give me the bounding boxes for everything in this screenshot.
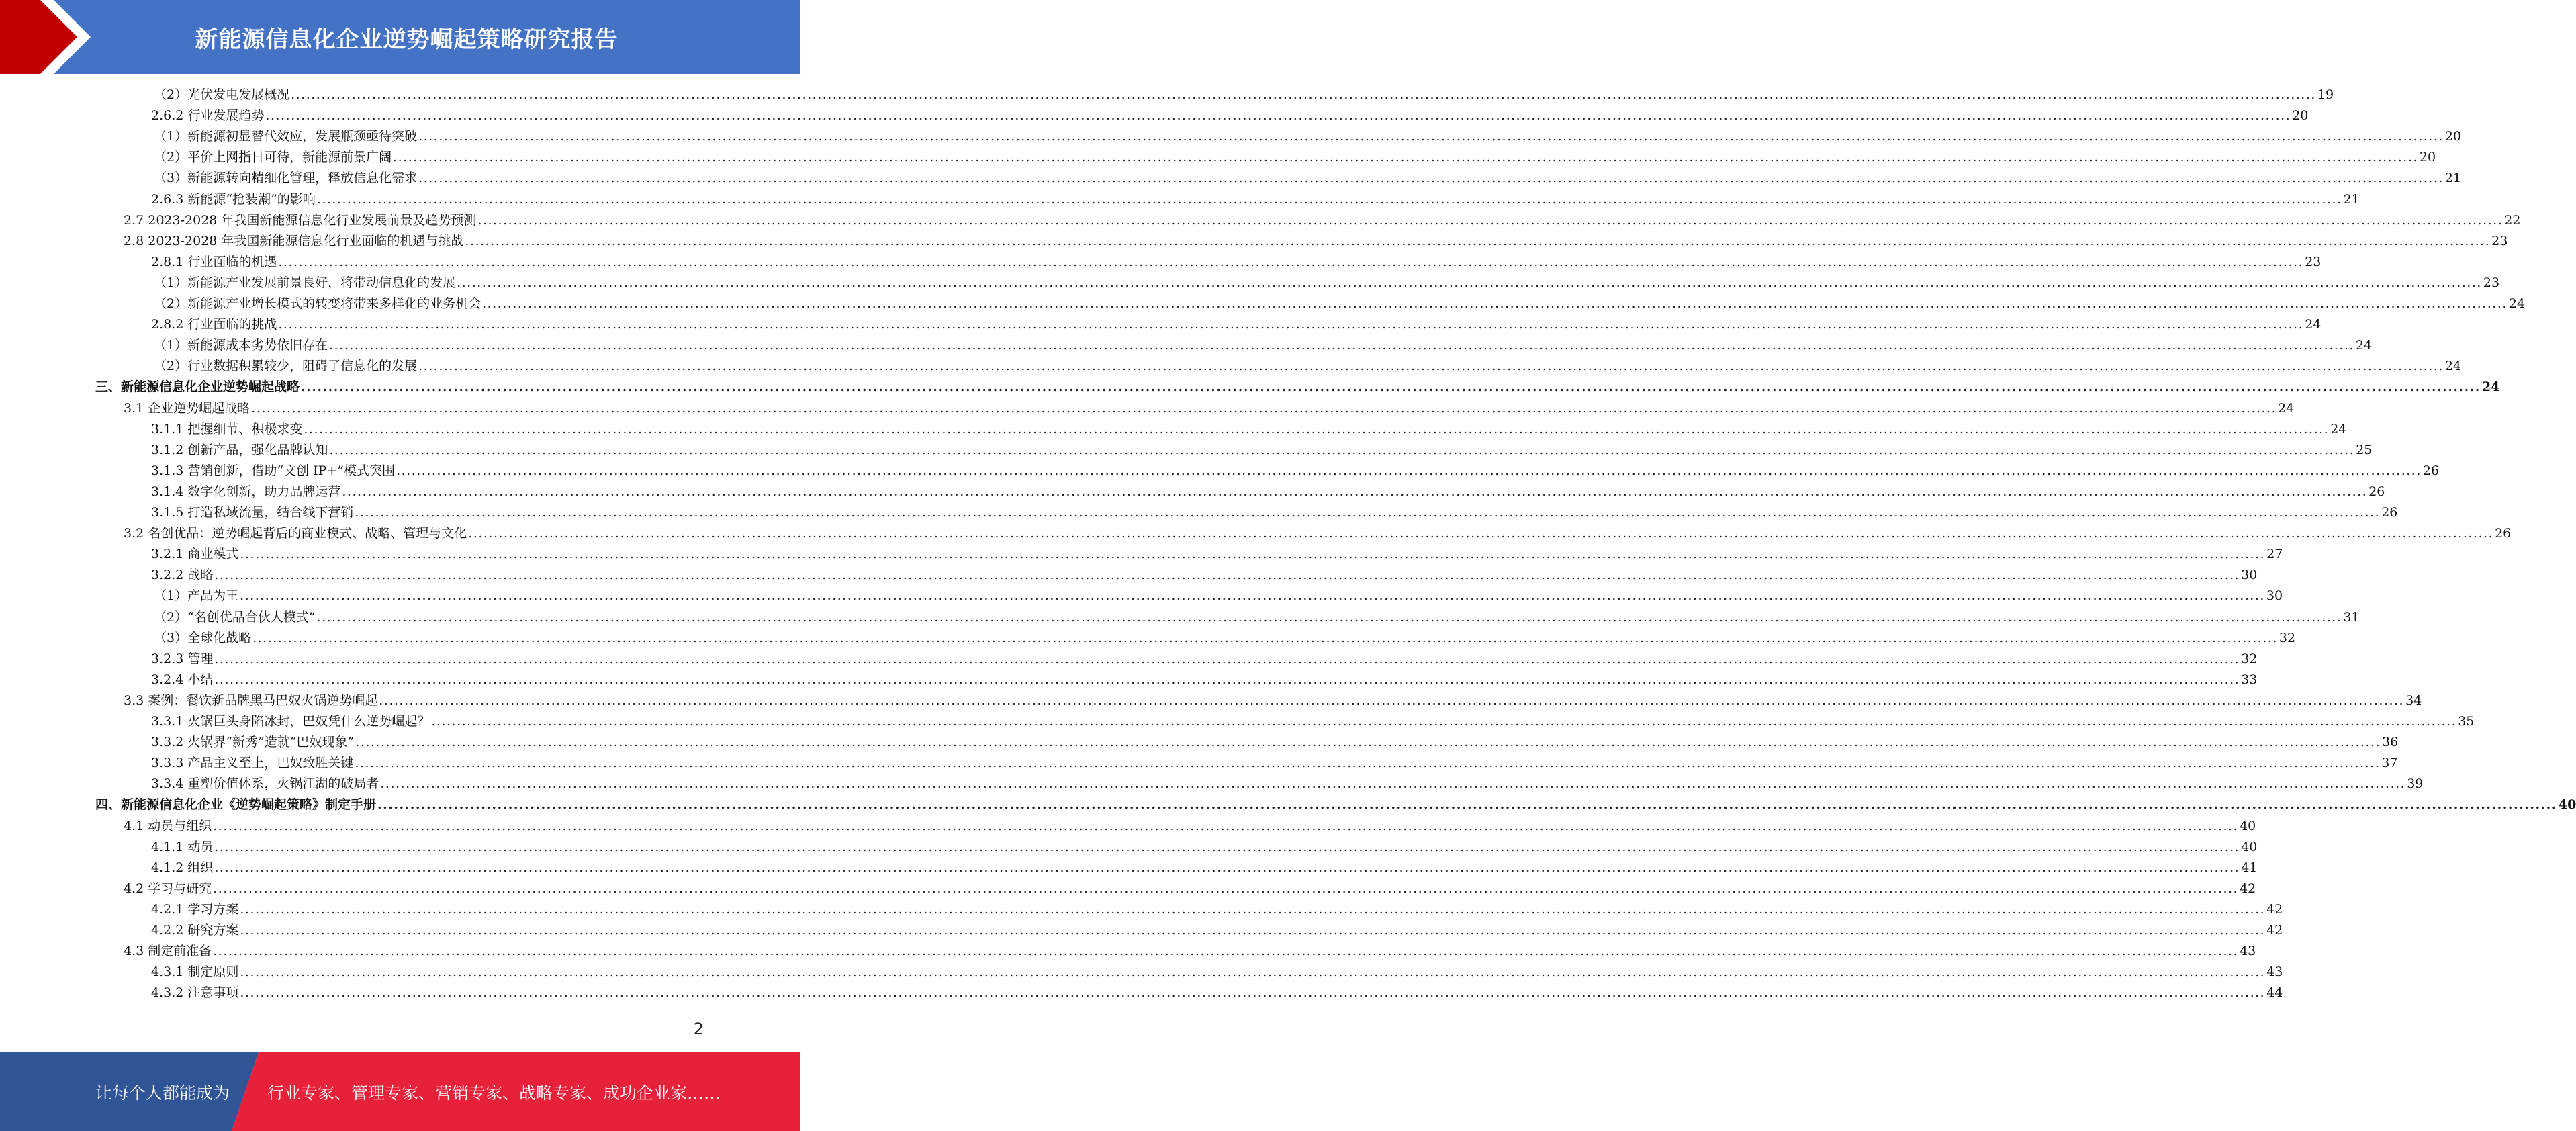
toc-entry-page: 22 <box>2504 212 2521 228</box>
toc-entry[interactable] <box>124 210 2521 231</box>
toc-entry-label: 3.2 名创优品：逆势崛起背后的商业模式、战略、管理与文化 <box>124 526 467 541</box>
toc-leader-dots: ................................................................................................................................................................................................................................................................................................................................................................................................................ <box>214 672 2240 687</box>
toc-entry-label: 3.1 企业逆势崛起战略 <box>124 400 250 416</box>
toc-entry-label: 3.3.3 产品主义至上，巴奴致胜关键 <box>151 756 354 771</box>
toc-entry-label: 3.1.4 数字化创新，助力品牌运营 <box>151 484 341 499</box>
toc-entry-label: （2）平价上网指日可待，新能源前景广阔 <box>154 150 392 165</box>
toc-leader-dots: ................................................................................................................................................................................................................................................................................................................................................................................................................ <box>214 651 2240 666</box>
toc-entry-page: 27 <box>2266 547 2283 562</box>
toc-entry-label: 4.3.1 制定原则 <box>151 964 239 980</box>
toc-leader-dots: ................................................................................................................................................................................................................................................................................................................................................................................................................ <box>213 818 2239 833</box>
toc-entry-page: 19 <box>2317 87 2334 102</box>
toc-entry-page: 42 <box>2240 880 2256 896</box>
toc-leader-dots: ................................................................................................................................................................................................................................................................................................................................................................................................................ <box>213 944 2239 959</box>
toc-entry[interactable] <box>151 502 2398 523</box>
toc-entry[interactable] <box>151 544 2283 565</box>
toc-entry[interactable] <box>154 607 2360 628</box>
toc-leader-dots: ................................................................................................................................................................................................................................................................................................................................................................................................................ <box>291 87 2316 102</box>
toc-leader-dots: ................................................................................................................................................................................................................................................................................................................................................................................................................ <box>329 442 2355 457</box>
toc-entry-page: 39 <box>2407 776 2424 792</box>
toc-leader-dots: ................................................................................................................................................................................................................................................................................................................................................................................................................ <box>214 839 2240 854</box>
toc-entry[interactable] <box>151 858 2258 878</box>
toc-entry[interactable] <box>124 941 2256 962</box>
toc-leader-dots: ................................................................................................................................................................................................................................................................................................................................................................................................................ <box>431 714 2457 729</box>
toc-entry-label: 3.3.4 重塑价值体系，火锅江湖的破局者 <box>151 776 379 792</box>
toc-entry-label: （3）新能源转向精细化管理，释放信息化需求 <box>154 171 418 186</box>
toc-entry[interactable] <box>95 377 2500 398</box>
page-header <box>0 0 800 74</box>
toc-entry-page: 43 <box>2240 944 2256 959</box>
toc-leader-dots: ................................................................................................................................................................................................................................................................................................................................................................................................................ <box>240 923 2266 938</box>
toc-entry-label: （2）行业数据积累较少，阻碍了信息化的发展 <box>154 359 418 374</box>
toc-leader-dots: ................................................................................................................................................................................................................................................................................................................................................................................................................ <box>251 400 2277 416</box>
toc-entry-label: 2.6.2 行业发展趋势 <box>151 108 265 124</box>
toc-entry-label: （2）新能源产业增长模式的转变将带来多样化的业务机会 <box>154 296 481 311</box>
toc-entry-label: （1）新能源成本劣势依旧存在 <box>154 338 328 353</box>
toc-entry-label: 4.2.1 学习方案 <box>151 901 239 917</box>
toc-entry[interactable] <box>151 252 2321 273</box>
toc-entry[interactable] <box>124 690 2422 711</box>
toc-leader-dots: ................................................................................................................................................................................................................................................................................................................................................................................................................ <box>265 108 2291 124</box>
toc-leader-dots: ................................................................................................................................................................................................................................................................................................................................................................................................................ <box>240 588 2265 604</box>
toc-entry[interactable] <box>151 711 2475 732</box>
toc-entry-label: 4.1.1 动员 <box>151 839 214 854</box>
toc-entry[interactable] <box>154 147 2436 168</box>
toc-entry-page: 43 <box>2266 964 2283 980</box>
toc-leader-dots: ................................................................................................................................................................................................................................................................................................................................................................................................................ <box>355 756 2381 771</box>
toc-entry[interactable] <box>151 774 2424 795</box>
toc-leader-dots: ................................................................................................................................................................................................................................................................................................................................................................................................................ <box>316 609 2342 625</box>
toc-leader-dots: ................................................................................................................................................................................................................................................................................................................................................................................................................ <box>301 379 2481 395</box>
toc-leader-dots: ................................................................................................................................................................................................................................................................................................................................................................................................................ <box>278 317 2304 332</box>
toc-entry-page: 24 <box>2481 379 2500 395</box>
toc-leader-dots: ................................................................................................................................................................................................................................................................................................................................................................................................................ <box>418 129 2444 144</box>
toc-leader-dots: ................................................................................................................................................................................................................................................................................................................................................................................................................ <box>214 568 2240 583</box>
toc-entry-label: （1）产品为王 <box>154 588 239 604</box>
toc-leader-dots: ................................................................................................................................................................................................................................................................................................................................................................................................................ <box>457 275 2482 290</box>
toc-entry-page: 26 <box>2422 463 2440 478</box>
toc-entry-label: 三、新能源信息化企业逆势崛起战略 <box>95 379 300 395</box>
toc-leader-dots: ................................................................................................................................................................................................................................................................................................................................................................................................................ <box>377 797 2557 813</box>
toc-entry-label: 3.2.1 商业模式 <box>151 547 239 562</box>
toc-leader-dots: ................................................................................................................................................................................................................................................................................................................................................................................................................ <box>240 985 2266 1001</box>
toc-leader-dots: ................................................................................................................................................................................................................................................................................................................................................................................................................ <box>342 484 2368 499</box>
toc-entry[interactable] <box>151 983 2283 1003</box>
toc-entry[interactable] <box>124 816 2256 837</box>
toc-entry-page: 30 <box>2266 588 2283 604</box>
toc-entry-page: 24 <box>2508 296 2526 311</box>
toc-entry-page: 21 <box>2343 191 2360 207</box>
toc-entry-page: 30 <box>2241 568 2258 583</box>
footer-slogan-left: 让每个人都能成为 <box>95 1083 230 1103</box>
toc-entry[interactable] <box>154 85 2334 105</box>
toc-entry[interactable] <box>151 482 2385 502</box>
toc-entry-label: 3.1.5 打造私域流量，结合线下营销 <box>151 505 354 520</box>
toc-entry-label: 2.8 2023-2028 年我国新能源信息化行业面临的机遇与挑战 <box>124 233 464 248</box>
toc-entry[interactable] <box>151 419 2347 440</box>
toc-entry[interactable] <box>154 293 2526 314</box>
toc-entry-label: 3.2.4 小结 <box>151 672 214 687</box>
toc-entry-label: 2.6.3 新能源“抢装潮”的影响 <box>151 191 316 207</box>
toc-entry[interactable] <box>124 878 2256 899</box>
toc-entry[interactable] <box>154 273 2500 293</box>
toc-entry-label: 3.3.2 火锅界“新秀”造就“巴奴现象” <box>151 735 355 750</box>
toc-entry-page: 44 <box>2266 985 2283 1001</box>
toc-leader-dots: ................................................................................................................................................................................................................................................................................................................................................................................................................ <box>329 338 2354 353</box>
toc-leader-dots: ................................................................................................................................................................................................................................................................................................................................................................................................................ <box>396 463 2422 478</box>
toc-entry-page: 26 <box>2495 526 2512 541</box>
toc-entry-label: 4.1 动员与组织 <box>124 818 212 833</box>
toc-leader-dots: ................................................................................................................................................................................................................................................................................................................................................................................................................ <box>214 860 2240 875</box>
toc-leader-dots: ................................................................................................................................................................................................................................................................................................................................................................................................................ <box>482 296 2508 311</box>
toc-entry[interactable] <box>124 398 2295 419</box>
toc-entry-page: 40 <box>2558 797 2576 813</box>
toc-entry-label: 3.1.2 创新产品，强化品牌认知 <box>151 442 328 457</box>
toc-entry-label: 四、新能源信息化企业《逆势崛起策略》制定手册 <box>95 797 377 813</box>
page-number: 2 <box>693 1020 704 1038</box>
toc-leader-dots: ................................................................................................................................................................................................................................................................................................................................................................................................................ <box>240 964 2266 980</box>
toc-entry-page: 24 <box>2355 338 2373 353</box>
toc-entry[interactable] <box>151 105 2309 126</box>
toc-leader-dots: ................................................................................................................................................................................................................................................................................................................................................................................................................ <box>240 547 2266 562</box>
toc-entry-label: 2.7 2023-2028 年我国新能源信息化行业发展前景及趋势预测 <box>124 212 477 228</box>
toc-entry-page: 21 <box>2444 171 2462 186</box>
toc-entry-page: 32 <box>2241 651 2258 666</box>
toc-entry[interactable] <box>154 168 2462 189</box>
toc-entry-page: 23 <box>2305 254 2321 269</box>
toc-entry-label: 2.8.1 行业面临的机遇 <box>151 254 277 269</box>
toc-entry-label: 3.1.1 把握细节、积极求变 <box>151 421 303 437</box>
toc-entry-label: 4.3.2 注意事项 <box>151 985 239 1001</box>
toc-entry-page: 20 <box>2292 108 2309 124</box>
toc-entry[interactable] <box>151 899 2283 920</box>
toc-entry-page: 34 <box>2405 692 2422 708</box>
toc-entry-page: 32 <box>2279 630 2296 645</box>
toc-entry[interactable] <box>151 440 2373 461</box>
toc-entry-label: 4.3 制定前准备 <box>124 944 212 959</box>
toc-entry-page: 24 <box>2330 421 2347 437</box>
toc-entry[interactable] <box>151 314 2321 335</box>
toc-entry-page: 20 <box>2419 150 2436 165</box>
toc-entry-label: 3.3 案例：餐饮新品牌黑马巴奴火锅逆势崛起 <box>124 692 378 708</box>
toc-entry[interactable] <box>151 837 2258 858</box>
toc-entry-page: 23 <box>2491 233 2508 248</box>
page-footer <box>0 1052 800 1131</box>
toc-entry[interactable] <box>151 670 2258 690</box>
toc-entry[interactable] <box>154 586 2283 606</box>
toc-entry-label: （2）“名创优品合伙人模式” <box>154 609 316 625</box>
toc-entry-page: 41 <box>2241 860 2258 875</box>
toc-leader-dots: ................................................................................................................................................................................................................................................................................................................................................................................................................ <box>380 776 2406 792</box>
toc-entry-page: 37 <box>2381 756 2398 771</box>
toc-entry-label: 3.2.3 管理 <box>151 651 214 666</box>
toc-entry[interactable] <box>151 461 2440 482</box>
toc-leader-dots: ................................................................................................................................................................................................................................................................................................................................................................................................................ <box>355 505 2381 520</box>
toc-leader-dots: ................................................................................................................................................................................................................................................................................................................................................................................................................ <box>477 212 2503 228</box>
toc-leader-dots: ................................................................................................................................................................................................................................................................................................................................................................................................................ <box>418 171 2444 186</box>
toc-entry-label: （3）全球化战略 <box>154 630 252 645</box>
toc-entry[interactable] <box>154 335 2373 356</box>
toc-entry-label: 3.3.1 火锅巨头身陷冰封，巴奴凭什么逆势崛起？ <box>151 714 430 729</box>
toc-entry[interactable] <box>124 231 2508 252</box>
footer-slogan-right: 行业专家、管理专家、营销专家、战略专家、成功企业家…… <box>267 1083 721 1103</box>
toc-leader-dots: ................................................................................................................................................................................................................................................................................................................................................................................................................ <box>418 359 2444 374</box>
toc-entry-page: 24 <box>2278 400 2295 416</box>
toc-entry-label: 4.2 学习与研究 <box>124 880 212 896</box>
toc-entry[interactable] <box>124 523 2512 544</box>
toc-leader-dots: ................................................................................................................................................................................................................................................................................................................................................................................................................ <box>213 880 2239 896</box>
toc-leader-dots: ................................................................................................................................................................................................................................................................................................................................................................................................................ <box>393 150 2418 165</box>
toc-entry-label: 3.2.2 战略 <box>151 568 214 583</box>
toc-entry-page: 40 <box>2241 839 2258 854</box>
toc-entry[interactable] <box>151 189 2360 210</box>
toc-entry-page: 25 <box>2356 442 2373 457</box>
toc-leader-dots: ................................................................................................................................................................................................................................................................................................................................................................................................................ <box>355 735 2381 750</box>
toc-entry[interactable] <box>154 126 2462 147</box>
toc-entry-page: 24 <box>2444 359 2462 374</box>
toc-leader-dots: ................................................................................................................................................................................................................................................................................................................................................................................................................ <box>252 630 2278 645</box>
toc-entry-page: 24 <box>2305 317 2321 332</box>
toc-entry[interactable] <box>151 920 2283 941</box>
toc-entry-label: （2）光伏发电发展概况 <box>154 87 290 102</box>
toc-entry[interactable] <box>151 565 2258 586</box>
toc-leader-dots: ................................................................................................................................................................................................................................................................................................................................................................................................................ <box>379 692 2405 708</box>
toc-entry-label: 2.8.2 行业面临的挑战 <box>151 317 277 332</box>
report-title: 新能源信息化企业逆势崛起策略研究报告 <box>195 26 618 53</box>
toc-entry-label: 4.2.2 研究方案 <box>151 923 239 938</box>
toc-entry[interactable] <box>95 795 2576 815</box>
toc-leader-dots: ................................................................................................................................................................................................................................................................................................................................................................................................................ <box>468 526 2494 541</box>
toc-entry-page: 42 <box>2266 901 2283 917</box>
toc-entry-page: 40 <box>2240 818 2256 833</box>
toc-entry-label: （1）新能源产业发展前景良好，将带动信息化的发展 <box>154 275 456 290</box>
toc-entry[interactable] <box>154 628 2296 649</box>
toc-entry-page: 26 <box>2381 505 2398 520</box>
toc-leader-dots: ................................................................................................................................................................................................................................................................................................................................................................................................................ <box>465 233 2491 248</box>
toc-entry[interactable] <box>151 962 2283 983</box>
toc-entry[interactable] <box>151 753 2398 774</box>
toc-entry-page: 36 <box>2382 735 2399 750</box>
toc-leader-dots: ................................................................................................................................................................................................................................................................................................................................................................................................................ <box>316 191 2342 207</box>
toc-entry[interactable] <box>151 732 2399 753</box>
toc-entry[interactable] <box>151 649 2258 670</box>
toc-leader-dots: ................................................................................................................................................................................................................................................................................................................................................................................................................ <box>304 421 2330 437</box>
toc-entry-label: （1）新能源初显替代效应，发展瓶颈亟待突破 <box>154 129 418 144</box>
toc-entry-page: 33 <box>2241 672 2258 687</box>
toc-entry-page: 31 <box>2343 609 2360 625</box>
toc-entry-page: 23 <box>2483 275 2500 290</box>
toc-entry-label: 4.1.2 组织 <box>151 860 214 875</box>
toc-entry-page: 26 <box>2368 484 2385 499</box>
toc-entry-page: 20 <box>2444 129 2462 144</box>
toc-entry-page: 35 <box>2458 714 2475 729</box>
toc-entry[interactable] <box>154 356 2462 377</box>
toc-entry-page: 42 <box>2266 923 2283 938</box>
toc-entry-label: 3.1.3 营销创新，借助“文创 IP+”模式突围 <box>151 463 396 478</box>
toc-leader-dots: ................................................................................................................................................................................................................................................................................................................................................................................................................ <box>240 901 2266 917</box>
toc-leader-dots: ................................................................................................................................................................................................................................................................................................................................................................................................................ <box>278 254 2304 269</box>
